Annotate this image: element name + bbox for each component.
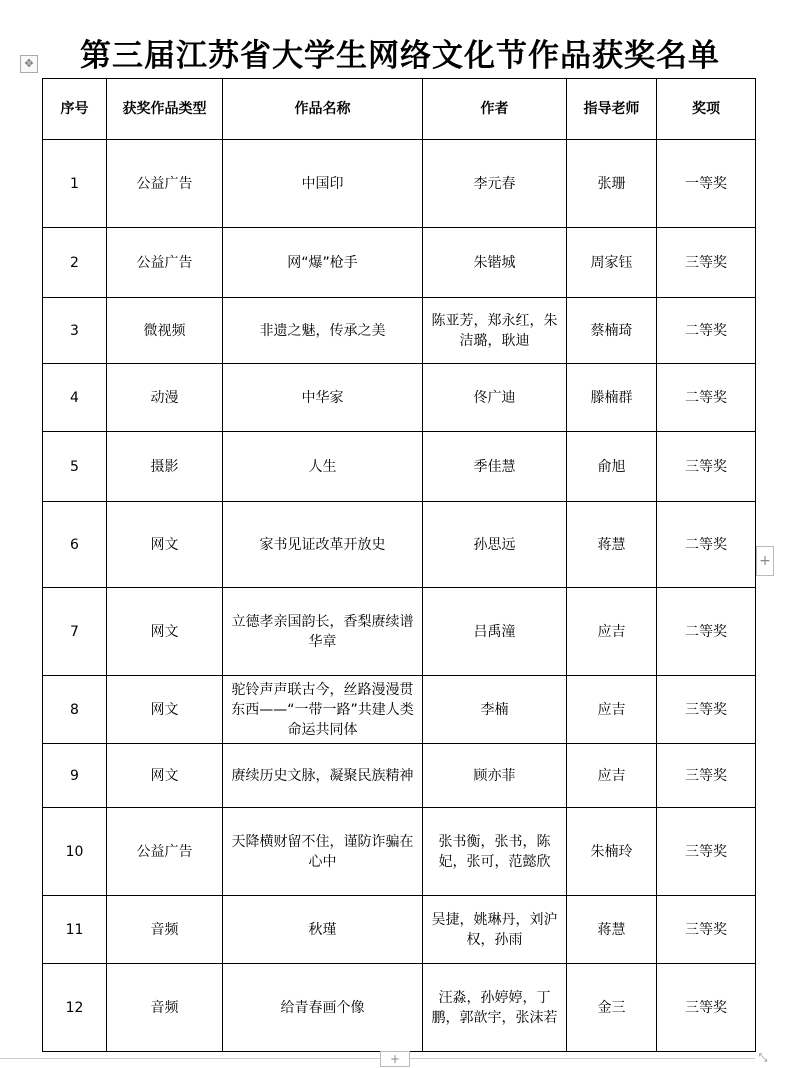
move-icon[interactable]: ✥	[20, 55, 38, 73]
header-cell: 获奖作品类型	[107, 79, 223, 140]
table-cell: 5	[43, 432, 107, 502]
add-column-icon[interactable]: +	[756, 546, 774, 576]
table-row	[43, 588, 756, 676]
table-cell: 应吉	[567, 676, 657, 744]
table-cell: 动漫	[107, 364, 223, 432]
table-cell: 7	[43, 588, 107, 676]
table-cell: 孙思远	[423, 502, 567, 588]
divider	[0, 1058, 380, 1059]
table-row	[43, 228, 756, 298]
table-row	[43, 676, 756, 744]
table-cell: 蒋慧	[567, 502, 657, 588]
table-row	[43, 896, 756, 964]
table-cell: 网文	[107, 502, 223, 588]
table-cell: 中华家	[223, 364, 423, 432]
table-cell: 网文	[107, 744, 223, 808]
table-cell: 微视频	[107, 298, 223, 364]
table-cell: 二等奖	[657, 588, 756, 676]
table-cell: 蔡楠琦	[567, 298, 657, 364]
table-cell: 12	[43, 964, 107, 1052]
table-cell: 李楠	[423, 676, 567, 744]
table-cell: 三等奖	[657, 744, 756, 808]
table-cell: 1	[43, 140, 107, 228]
table-cell: 立德孝亲国韵长，香梨赓续谱华章	[223, 588, 423, 676]
table-cell: 网文	[107, 588, 223, 676]
table-cell: 公益广告	[107, 140, 223, 228]
page-title: 第三届江苏省大学生网络文化节作品获奖名单	[80, 38, 720, 74]
table-cell: 中国印	[223, 140, 423, 228]
header-cell: 作品名称	[223, 79, 423, 140]
table-cell: 三等奖	[657, 676, 756, 744]
table-row	[43, 808, 756, 896]
table-cell: 汪淼，孙婷婷，丁鹏，郭歆宇，张沫若	[423, 964, 567, 1052]
table-cell: 3	[43, 298, 107, 364]
table-cell: 俞旭	[567, 432, 657, 502]
table-cell: 张书衡，张书，陈妃，张可，范懿欣	[423, 808, 567, 896]
table-cell: 应吉	[567, 744, 657, 808]
table-cell: 张珊	[567, 140, 657, 228]
table-cell: 顾亦菲	[423, 744, 567, 808]
table-cell: 赓续历史文脉，凝聚民族精神	[223, 744, 423, 808]
table-cell: 季佳慧	[423, 432, 567, 502]
table-cell: 天降横财留不住，谨防诈骗在心中	[223, 808, 423, 896]
table-cell: 陈亚芳，郑永红，朱洁璐，耿迪	[423, 298, 567, 364]
resize-icon[interactable]: ⤡	[758, 1051, 768, 1064]
table-cell: 滕楠群	[567, 364, 657, 432]
table-cell: 应吉	[567, 588, 657, 676]
table-cell: 李元春	[423, 140, 567, 228]
table-cell: 二等奖	[657, 502, 756, 588]
table-cell: 11	[43, 896, 107, 964]
table-cell: 音频	[107, 896, 223, 964]
table-cell: 4	[43, 364, 107, 432]
table-cell: 朱锴城	[423, 228, 567, 298]
award-table	[42, 78, 756, 1052]
table-cell: 二等奖	[657, 364, 756, 432]
table-cell: 给青春画个像	[223, 964, 423, 1052]
table-cell: 金三	[567, 964, 657, 1052]
table-cell: 吴捷，姚琳丹，刘沪权，孙雨	[423, 896, 567, 964]
table-cell: 非遗之魅，传承之美	[223, 298, 423, 364]
table-row	[43, 364, 756, 432]
table-cell: 一等奖	[657, 140, 756, 228]
table-cell: 8	[43, 676, 107, 744]
table-cell: 网文	[107, 676, 223, 744]
table-cell: 家书见证改革开放史	[223, 502, 423, 588]
table-row	[43, 502, 756, 588]
table-cell: 三等奖	[657, 432, 756, 502]
table-cell: 吕禹潼	[423, 588, 567, 676]
table-cell: 9	[43, 744, 107, 808]
table-cell: 10	[43, 808, 107, 896]
table-cell: 三等奖	[657, 896, 756, 964]
table-row	[43, 964, 756, 1052]
header-cell: 指导老师	[567, 79, 657, 140]
table-cell: 秋瑾	[223, 896, 423, 964]
table-row	[43, 432, 756, 502]
table-row	[43, 298, 756, 364]
table-cell: 周家钰	[567, 228, 657, 298]
table-cell: 6	[43, 502, 107, 588]
table-cell: 朱楠玲	[567, 808, 657, 896]
table-cell: 三等奖	[657, 808, 756, 896]
table-cell: 驼铃声声联古今，丝路漫漫贯东西——“一带一路”共建人类命运共同体	[223, 676, 423, 744]
table-cell: 摄影	[107, 432, 223, 502]
table-cell: 网“爆”枪手	[223, 228, 423, 298]
table-cell: 二等奖	[657, 298, 756, 364]
table-cell: 三等奖	[657, 228, 756, 298]
table-cell: 公益广告	[107, 808, 223, 896]
add-row-icon[interactable]: +	[380, 1051, 410, 1067]
header-cell: 奖项	[657, 79, 756, 140]
table-cell: 蒋慧	[567, 896, 657, 964]
table-cell: 三等奖	[657, 964, 756, 1052]
table-cell: 人生	[223, 432, 423, 502]
table-header-row	[43, 79, 756, 140]
header-cell: 序号	[43, 79, 107, 140]
header-cell: 作者	[423, 79, 567, 140]
table-cell: 音频	[107, 964, 223, 1052]
table-row	[43, 744, 756, 808]
divider	[410, 1058, 755, 1059]
table-cell: 佟广迪	[423, 364, 567, 432]
table-row	[43, 140, 756, 228]
table-cell: 公益广告	[107, 228, 223, 298]
table-cell: 2	[43, 228, 107, 298]
